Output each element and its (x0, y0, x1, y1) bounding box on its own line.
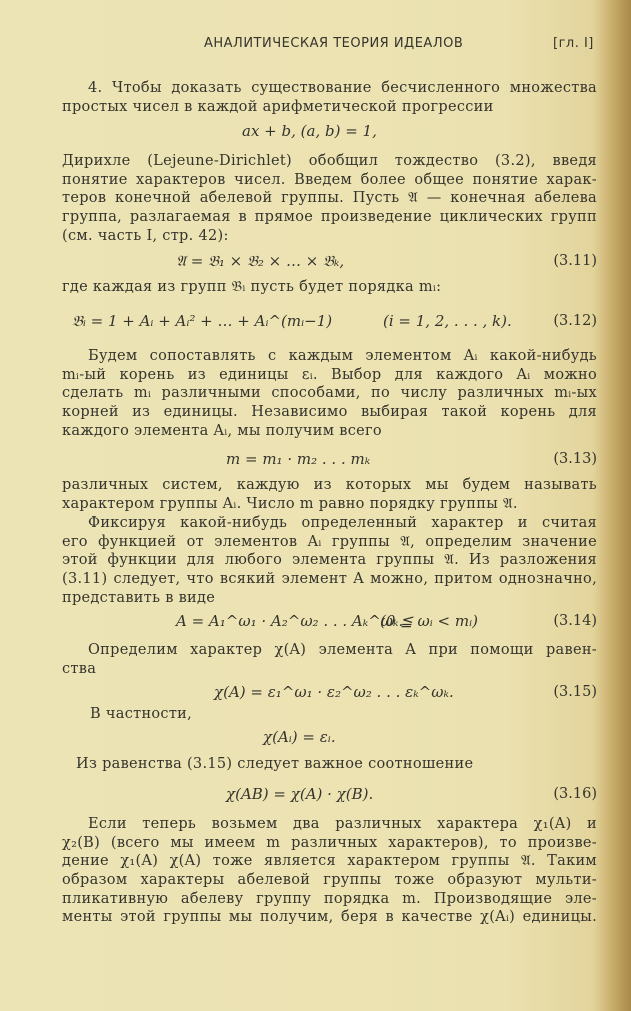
text-line: (см. часть I, стр. 42): (62, 227, 229, 244)
text-line: Фиксируя какой-нибудь определенный характер и считая (88, 515, 597, 531)
text-line: ства (62, 660, 97, 677)
text-line: различных систем, каждую из которых мы будем называть (62, 477, 597, 493)
formula-progression: ax + b, (a, b) = 1, (242, 122, 377, 140)
text-line: образом характеры абелевой группы тоже образуют мульти- (62, 872, 597, 889)
equation-3-11: 𝔄 = 𝔅₁ × 𝔅₂ × … × 𝔅ₖ, (176, 252, 345, 270)
text-line: пликативную абелеву группу порядка m. Производящие эле- (62, 890, 597, 907)
text-line: (3.11) следует, что всякий элемент A можно, притом однозначно, (62, 571, 597, 588)
text-line: простых чисел в каждой арифметической прогрессии (62, 98, 494, 115)
text-line: понятие характеров чисел. Введем более общее понятие харак- (62, 171, 597, 188)
equation-3-16: χ(AB) = χ(A) · χ(B). (226, 785, 374, 803)
text-line: дение χ₁(A) χ(A) тоже является характером группы 𝔄. Таким (62, 853, 597, 870)
text-line: 4. Чтобы доказать существование бесчисленного множества (88, 80, 597, 96)
text-line: сделать mᵢ различными способами, по числу различных mᵢ-ых (62, 385, 597, 402)
paragraph-1 (62, 79, 597, 116)
equation-3-12-condition: (i = 1, 2, . . . , k). (383, 312, 512, 330)
equation-number-3-16: (3.16) (553, 786, 597, 802)
equation-number-3-12: (3.12) (553, 313, 597, 329)
chapter-label: [гл. I] (553, 36, 594, 51)
text-line: теров конечной абелевой группы. Пусть 𝔄 — конечная абелева (62, 190, 597, 207)
paragraph-8: В частности, (90, 706, 193, 722)
equation-number-3-13: (3.13) (553, 451, 597, 467)
paragraph-2 (62, 152, 597, 245)
text-line: этой функции для любого элемента группы 𝔄. Из разложения (62, 552, 597, 569)
text-line: характером группы Aᵢ. Число m равно порядку группы 𝔄. (62, 495, 518, 512)
paragraph-6 (62, 514, 597, 607)
text-line: Будем сопоставлять с каждым элементом Aᵢ какой-нибудь (88, 348, 597, 364)
text-line: представить в виде (62, 589, 216, 606)
text-line: менты этой группы мы получим, беря в качестве χ(Aᵢ) единицы. (62, 909, 597, 926)
text-line: χ₂(B) (всего мы имеем m различных характеров), то произве- (62, 834, 597, 851)
equation-3-14-condition: (0 ≦ ωᵢ < mᵢ) (380, 612, 478, 630)
equation-number-3-15: (3.15) (553, 684, 597, 700)
text-line: Дирихле (Lejeune-Dirichlet) обобщил тождество (3.2), введя (62, 153, 597, 169)
equation-chi-ai: χ(Aᵢ) = εᵢ. (263, 728, 336, 746)
text-line: корней из единицы. Независимо выбирая такой корень для (62, 404, 597, 421)
running-head-title: АНАЛИТИЧЕСКАЯ ТЕОРИЯ ИДЕАЛОВ (204, 36, 464, 51)
text-line: mᵢ-ый корень из единицы εᵢ. Выбор для каждого Aᵢ можно (62, 366, 597, 383)
paragraph-5 (62, 476, 597, 513)
text-line: каждого элемента Aᵢ, мы получим всего (62, 422, 382, 439)
equation-3-13: m = m₁ · m₂ . . . mₖ (226, 450, 371, 468)
equation-number-3-14: (3.14) (553, 613, 597, 629)
equation-3-15: χ(A) = ε₁^ω₁ · ε₂^ω₂ . . . εₖ^ωₖ. (214, 683, 454, 701)
text-line: Определим характер χ(A) элемента A при помощи равен- (88, 642, 597, 658)
equation-3-14: A = A₁^ω₁ · A₂^ω₂ . . . Aₖ^ωₖ. (176, 612, 404, 630)
paragraph-10 (62, 815, 597, 927)
paragraph-9: Из равенства (3.15) следует важное соотношение (76, 756, 474, 772)
paragraph-3: где каждая из групп 𝔅ᵢ пусть будет порядка mᵢ: (62, 279, 442, 295)
paragraph-4 (62, 347, 597, 440)
text-line: его функцией от элементов Aᵢ группы 𝔄, определим значение (62, 533, 597, 550)
text-line: Если теперь возьмем два различных характера χ₁(A) и (88, 816, 597, 832)
text-line: группа, разлагаемая в прямое произведение циклических групп (62, 209, 597, 226)
equation-number-3-11: (3.11) (553, 253, 597, 269)
equation-3-12: 𝔅ᵢ = 1 + Aᵢ + Aᵢ² + … + Aᵢ^(mᵢ−1) (72, 312, 333, 330)
paragraph-7 (62, 641, 597, 678)
